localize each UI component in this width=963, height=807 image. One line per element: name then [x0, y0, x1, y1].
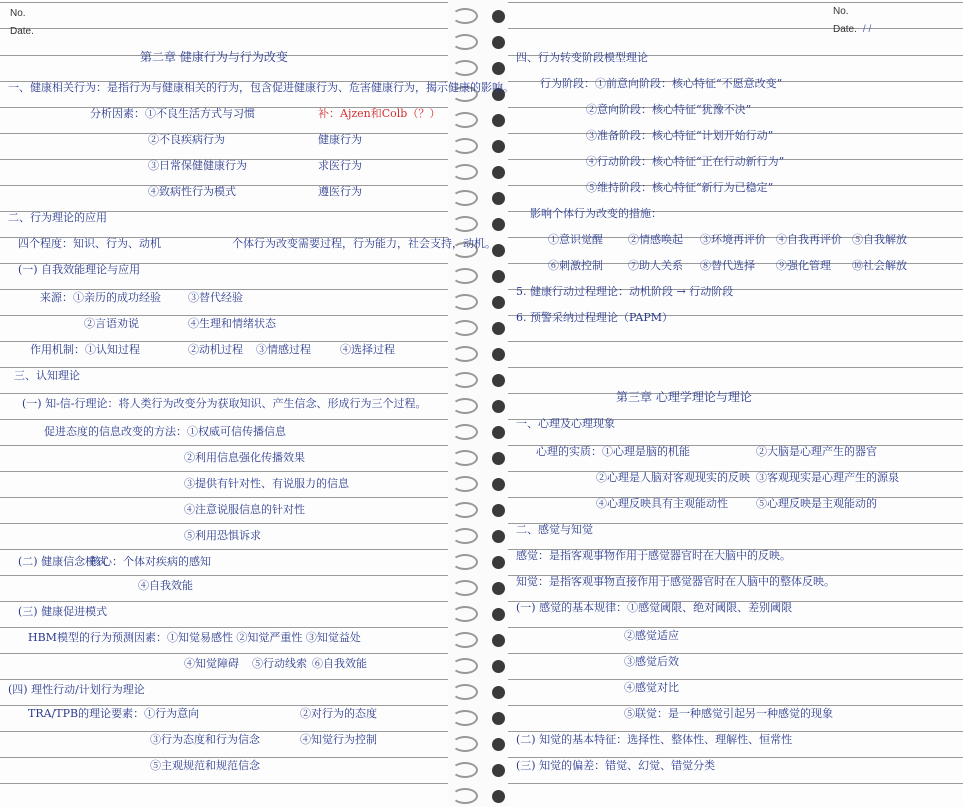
handwritten-line: (三) 知觉的偏差：错觉、幻觉、错觉分类 — [516, 759, 716, 772]
handwritten-line: ④知觉障碍 — [184, 657, 239, 670]
handwritten-line: ④生理和情绪状态 — [188, 317, 276, 330]
handwritten-line: (二) 知觉的基本特征：选择性、整体性、理解性、恒常性 — [516, 733, 793, 746]
punch-hole-icon — [492, 738, 505, 751]
punch-hole-icon — [492, 790, 505, 803]
handwritten-line: 知觉：是指客观事物直接作用于感觉器官时在人脑中的整体反映。 — [516, 575, 835, 588]
binding-ring-icon — [452, 632, 478, 648]
handwritten-line: ③准备阶段：核心特征“计划开始行动” — [586, 129, 774, 142]
handwritten-line: ⑨强化管理 — [776, 259, 831, 272]
handwritten-line: 个体行为改变需要过程，行为能力，社会支持，动机。 — [232, 237, 496, 250]
handwritten-line: ③情感过程 — [256, 343, 311, 356]
binding-ring-icon — [452, 34, 478, 50]
handwritten-line: 促进态度的信息改变的方法：①权威可信传播信息 — [44, 425, 286, 438]
handwritten-line: ②动机过程 — [188, 343, 243, 356]
handwritten-line: 一、心理及心理现象 — [516, 417, 615, 430]
binding-ring-icon — [452, 658, 478, 674]
handwritten-line: ⑥自我效能 — [312, 657, 367, 670]
punch-hole-icon — [492, 166, 505, 179]
punch-hole-icon — [492, 192, 505, 205]
punch-hole-icon — [492, 504, 505, 517]
handwritten-line: 行为阶段：①前意向阶段：核心特征“不愿意改变” — [540, 77, 783, 90]
handwritten-line: ④行动阶段：核心特征“正在行动新行为” — [586, 155, 785, 168]
binding-ring-icon — [452, 190, 478, 206]
punch-hole-icon — [492, 764, 505, 777]
handwritten-line: (一) 自我效能理论与应用 — [18, 263, 141, 276]
binding-ring-icon — [452, 346, 478, 362]
handwritten-line: ③感觉后效 — [624, 655, 679, 668]
binding-ring-icon — [452, 60, 478, 76]
handwritten-line: 核心：个体对疾病的感知 — [90, 555, 211, 568]
handwritten-line: 心理的实质：①心理是脑的机能 — [536, 445, 690, 458]
handwritten-line: 6. 预警采纳过程理论（PAPM） — [516, 311, 673, 324]
binding-ring-icon — [452, 788, 478, 804]
punch-hole-icon — [492, 400, 505, 413]
handwritten-line: ⑥刺激控制 — [548, 259, 603, 272]
right-date-field: Date. / / — [833, 24, 872, 35]
punch-hole-icon — [492, 556, 505, 569]
handwritten-line: ④心理反映具有主观能动性 — [596, 497, 728, 510]
handwritten-line: 四个程度：知识、行为、动机 — [18, 237, 161, 250]
handwritten-line: ②言语劝说 — [84, 317, 139, 330]
binding-ring-icon — [452, 476, 478, 492]
handwritten-line: ②感觉适应 — [624, 629, 679, 642]
handwritten-line: ②不良疾病行为 — [148, 133, 225, 146]
handwritten-line: ②大脑是心理产生的器官 — [756, 445, 877, 458]
handwritten-line: 求医行为 — [318, 159, 362, 172]
punch-hole-icon — [492, 712, 505, 725]
punch-hole-icon — [492, 270, 505, 283]
handwritten-line: ②对行为的态度 — [300, 707, 377, 720]
punch-hole-icon — [492, 452, 505, 465]
handwritten-line: 四、行为转变阶段模型理论 — [516, 51, 648, 64]
handwritten-line: ②心理是人脑对客观现实的反映 — [596, 471, 750, 484]
handwritten-line: 遵医行为 — [318, 185, 362, 198]
handwritten-line: ③环境再评价 — [700, 233, 766, 246]
punch-hole-icon — [492, 218, 505, 231]
handwritten-line: TRA/TPB的理论要素：①行为意向 — [28, 707, 200, 720]
punch-hole-icon — [492, 608, 505, 621]
left-date-field: Date. — [10, 26, 34, 37]
punch-hole-icon — [492, 426, 505, 439]
handwritten-line: (三) 健康促进模式 — [18, 605, 108, 618]
punch-hole-icon — [492, 660, 505, 673]
handwritten-line: ⑤利用恐惧诉求 — [184, 529, 261, 542]
handwritten-line: ⑩社会解放 — [852, 259, 907, 272]
punch-hole-icon — [492, 582, 505, 595]
handwritten-line: 感觉：是指客观事物作用于感觉器官时在大脑中的反映。 — [516, 549, 791, 562]
handwritten-line: ④注意说服信息的针对性 — [184, 503, 305, 516]
binding-ring-icon — [452, 580, 478, 596]
punch-hole-icon — [492, 634, 505, 647]
punch-hole-icon — [492, 36, 505, 49]
handwritten-line: 三、认知理论 — [14, 369, 80, 382]
handwritten-line: 一、健康相关行为：是指行为与健康相关的行为，包含促进健康行为、危害健康行为，揭示健康的影响。 — [8, 81, 514, 94]
handwritten-line: ②意向阶段：核心特征“犹豫不决” — [586, 103, 752, 116]
handwritten-line: ⑤行动线索 — [252, 657, 307, 670]
punch-hole-icon — [492, 140, 505, 153]
handwritten-line: (二) 健康信念模式 — [18, 555, 108, 568]
binding-ring-icon — [452, 216, 478, 232]
handwritten-line: 来源：①亲历的成功经验 — [40, 291, 161, 304]
handwritten-line: (一) 知-信-行理论：将人类行为改变分为获取知识、产生信念、形成行为三个过程。 — [22, 397, 427, 410]
handwritten-line: ③提供有针对性、有说服力的信息 — [184, 477, 349, 490]
handwritten-line: ④知觉行为控制 — [300, 733, 377, 746]
handwritten-line: ④自我效能 — [138, 579, 193, 592]
binding-ring-icon — [452, 164, 478, 180]
binding-ring-icon — [452, 372, 478, 388]
binding-ring-icon — [452, 268, 478, 284]
handwritten-line: ⑧替代选择 — [700, 259, 755, 272]
handwritten-line: 第三章 心理学理论与理论 — [616, 390, 752, 404]
handwritten-line: ③行为态度和行为信念 — [150, 733, 260, 746]
handwritten-line: 第二章 健康行为与行为改变 — [140, 50, 288, 64]
handwritten-line: ⑤联觉：是一种感觉引起另一种感觉的现象 — [624, 707, 833, 720]
punch-hole-icon — [492, 348, 505, 361]
binding-ring-icon — [452, 398, 478, 414]
punch-hole-icon — [492, 322, 505, 335]
punch-hole-icon — [492, 114, 505, 127]
handwritten-line: 二、行为理论的应用 — [8, 211, 107, 224]
punch-hole-icon — [492, 296, 505, 309]
handwritten-line: 二、感觉与知觉 — [516, 523, 593, 536]
handwritten-line: HBM模型的行为预测因素：①知觉易感性 ②知觉严重性 ③知觉益处 — [28, 631, 361, 644]
punch-hole-icon — [492, 10, 505, 23]
binding-ring-icon — [452, 684, 478, 700]
binding-ring-icon — [452, 8, 478, 24]
punch-hole-icon — [492, 62, 505, 75]
handwritten-line: ⑤维持阶段：核心特征“新行为已稳定” — [586, 181, 774, 194]
binding-ring-icon — [452, 112, 478, 128]
binding-ring-icon — [452, 320, 478, 336]
binding-ring-icon — [452, 528, 478, 544]
handwritten-line: ⑤自我解放 — [852, 233, 907, 246]
handwritten-line: ②情感唤起 — [628, 233, 683, 246]
punch-hole-icon — [492, 686, 505, 699]
handwritten-line: ④选择过程 — [340, 343, 395, 356]
binding-ring-icon — [452, 294, 478, 310]
binding-ring-icon — [452, 424, 478, 440]
handwritten-line: ④致病性行为模式 — [148, 185, 236, 198]
handwritten-line: ①意识觉醒 — [548, 233, 603, 246]
handwritten-line: 5. 健康行动过程理论：动机阶段 → 行动阶段 — [516, 285, 734, 298]
handwritten-line: ④感觉对比 — [624, 681, 679, 694]
handwritten-line: (一) 感觉的基本规律：①感觉阈限、绝对阈限、差别阈限 — [516, 601, 793, 614]
punch-hole-icon — [492, 478, 505, 491]
binding-ring-icon — [452, 554, 478, 570]
handwritten-line: ④自我再评价 — [776, 233, 842, 246]
handwritten-line: 分析因素：①不良生活方式与习惯 — [90, 107, 255, 120]
handwritten-line: ⑦助人关系 — [628, 259, 683, 272]
handwritten-line: 作用机制：①认知过程 — [30, 343, 140, 356]
handwritten-line: ③日常保健健康行为 — [148, 159, 247, 172]
binding-ring-icon — [452, 710, 478, 726]
punch-hole-icon — [492, 530, 505, 543]
handwritten-line: ③替代经验 — [188, 291, 243, 304]
handwritten-line: 影响个体行为改变的措施： — [530, 207, 662, 220]
binding-ring-icon — [452, 138, 478, 154]
binding-ring-icon — [452, 450, 478, 466]
binding-ring-icon — [452, 502, 478, 518]
handwritten-line: ⑤主观规范和规范信念 — [150, 759, 260, 772]
right-no-field: No. — [833, 6, 849, 17]
handwritten-line: 补：Ajzen和Colb（？） — [318, 107, 441, 120]
handwritten-line: (四) 理性行动/计划行为理论 — [8, 683, 145, 696]
handwritten-line: ②利用信息强化传播效果 — [184, 451, 305, 464]
binding-ring-icon — [452, 736, 478, 752]
punch-hole-icon — [492, 374, 505, 387]
binding-ring-icon — [452, 606, 478, 622]
handwritten-line: ③客观现实是心理产生的源泉 — [756, 471, 899, 484]
handwritten-line: 健康行为 — [318, 133, 362, 146]
handwritten-line: ⑤心理反映是主观能动的 — [756, 497, 877, 510]
binding-ring-icon — [452, 762, 478, 778]
left-no-field: No. — [10, 8, 26, 19]
